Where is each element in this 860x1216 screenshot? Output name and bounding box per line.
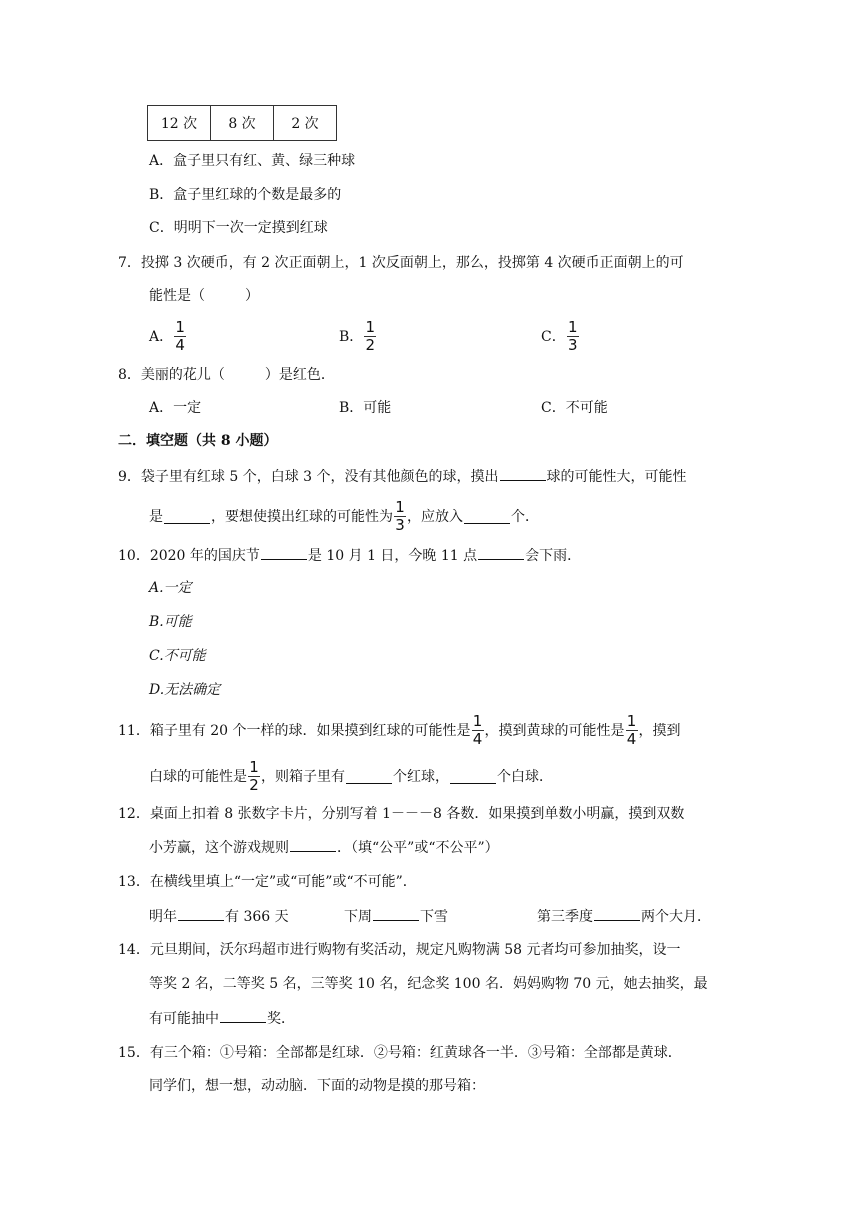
q10-option-a: A.一定: [149, 580, 192, 596]
fraction: [626, 711, 638, 748]
text: ，摸到: [638, 723, 681, 739]
fraction: [567, 317, 579, 354]
text: 白球的可能性是: [149, 769, 247, 785]
text: 球的可能性大，可能性: [546, 469, 687, 485]
q14-line2: 等奖 2 名，二等奖 5 名，三等奖 10 名，纪念奖 100 名．妈妈购物 70 元，她去抽奖，最: [149, 976, 708, 992]
text: 第三季度: [537, 909, 593, 925]
q14-line1: 14．元旦期间，沃尔玛超市进行购物有奖活动，规定凡购物满 58 元者均可参加抽奖，设一: [118, 942, 681, 958]
text: ，摸到黄球的可能性是: [484, 723, 625, 739]
numerator: 1: [472, 711, 483, 730]
q7-stem-line1: 7．投掷 3 次硬币，有 2 次正面朝上，1 次反面朝上，那么，投掷第 4 次硬币正面朝上的可: [118, 255, 684, 271]
denominator: 3: [395, 515, 405, 534]
q7-option-b: [339, 316, 377, 356]
q6-option-c: C．明明下一次一定摸到红球: [149, 220, 328, 236]
denominator: 2: [365, 335, 376, 354]
fraction: [394, 497, 406, 534]
text: ，要想使摸出红球的可能性为: [211, 509, 393, 525]
q15-line1: 15．有三个箱：①号箱：全部都是红球．②号箱：红黄球各一半．③号箱：全部都是黄球．: [118, 1045, 682, 1061]
text: 两个大月．: [641, 909, 711, 925]
text: 10．2020 年的国庆节: [118, 548, 260, 564]
text: 9．袋子里有红球 5 个，白球 3 个，没有其他颜色的球，摸出: [118, 469, 499, 485]
text: 下雪: [420, 909, 448, 925]
q6-option-a: A．盒子里只有红、黄、绿三种球: [149, 153, 356, 169]
denominator: 4: [472, 729, 483, 748]
text: 是 10 月 1 日，今晚 11 点: [307, 548, 478, 564]
q11-line2: [149, 756, 553, 796]
denominator: 3: [567, 335, 578, 354]
q12-line1: 12．桌面上扣着 8 张数字卡片，分别写着 1－－－8 各数．如果摸到单数小明赢，摸到双数: [118, 806, 685, 822]
denominator: 4: [175, 335, 185, 354]
text: 下周: [344, 909, 372, 925]
fraction: [364, 317, 376, 354]
q8-option-c: C．不可能: [541, 400, 608, 416]
q10-stem: [118, 545, 581, 566]
numerator: 1: [249, 757, 259, 776]
q15-line2: 同学们，想一想，动动脑．下面的动物是摸的那号箱：: [149, 1078, 485, 1094]
denominator: 2: [249, 775, 259, 794]
section-heading: 二．填空题（共 8 小题）: [118, 433, 278, 449]
answer-blank: [450, 769, 496, 784]
q13-part3: [537, 906, 711, 927]
table-cell: 2 次: [274, 106, 337, 141]
q9-line1: [118, 466, 687, 487]
text: 11．箱子里有 20 个一样的球．如果摸到红球的可能性是: [118, 723, 471, 739]
fraction: [472, 711, 484, 748]
q7-option-c: [541, 316, 580, 356]
numerator: 1: [365, 317, 376, 336]
q8-stem: [118, 365, 335, 385]
numerator: 1: [626, 711, 637, 730]
q7-stem-text: 能性是（: [149, 288, 205, 304]
q7-stem-text-end: ）: [245, 288, 259, 304]
table-row: [148, 106, 337, 141]
option-label: C．: [541, 329, 566, 345]
option-label: A．: [149, 329, 174, 345]
numerator: 1: [567, 317, 578, 336]
text: 是: [149, 509, 163, 525]
q14-line3: [149, 1008, 295, 1029]
answer-blank: [373, 906, 419, 921]
answer-blank: [594, 906, 640, 921]
answer-blank: [346, 769, 392, 784]
text: ．（填“公平”或“不公平”）: [337, 840, 499, 856]
text: 个白球．: [497, 769, 553, 785]
q8-option-a: A．一定: [149, 400, 202, 416]
text: 个红球，: [393, 769, 449, 785]
text: 奖．: [267, 1011, 295, 1027]
answer-blank: [478, 545, 524, 560]
text: 有 366 天: [225, 909, 289, 925]
answer-blank: [290, 837, 336, 852]
q10-option-b: B.可能: [149, 614, 192, 630]
numerator: 1: [175, 317, 185, 336]
q8-stem-text: 8．美丽的花儿（: [118, 367, 225, 383]
answer-blank: [220, 1008, 266, 1023]
text: ，应放入: [407, 509, 463, 525]
q7-option-a: [149, 316, 187, 356]
answer-blank: [464, 509, 510, 524]
q9-line2: [149, 496, 539, 536]
answer-blank: [178, 906, 224, 921]
table-cell: 8 次: [211, 106, 274, 141]
q13-part2: [344, 906, 448, 927]
q13-part1: [149, 906, 289, 927]
q8-stem-text-end: ）是红色．: [264, 367, 335, 383]
fraction: [248, 757, 260, 794]
text: 小芳赢，这个游戏规则: [149, 840, 289, 856]
q11-line1: [118, 710, 681, 750]
text: 有可能抽中: [149, 1011, 219, 1027]
q8-option-b: B．可能: [339, 400, 392, 416]
answer-blank: [500, 466, 546, 481]
text: 会下雨．: [525, 548, 582, 564]
q7-stem-line2: [149, 286, 259, 306]
table-cell: 12 次: [148, 106, 211, 141]
q12-line2: [149, 837, 499, 858]
option-label: B．: [339, 329, 364, 345]
denominator: 4: [626, 729, 637, 748]
text: ，则箱子里有: [261, 769, 345, 785]
text: 个．: [511, 509, 539, 525]
q10-option-d: D.无法确定: [149, 682, 221, 698]
answer-blank: [261, 545, 307, 560]
q6-option-b: B．盒子里红球的个数是最多的: [149, 187, 342, 203]
fraction: [174, 317, 186, 354]
answer-blank: [164, 509, 210, 524]
q10-option-c: C.不可能: [149, 648, 206, 664]
numerator: 1: [395, 497, 405, 516]
q13-line1: 13．在横线里填上“一定”或“可能”或“不可能”．: [118, 874, 417, 890]
counts-table: [147, 105, 337, 141]
text: 明年: [149, 909, 177, 925]
